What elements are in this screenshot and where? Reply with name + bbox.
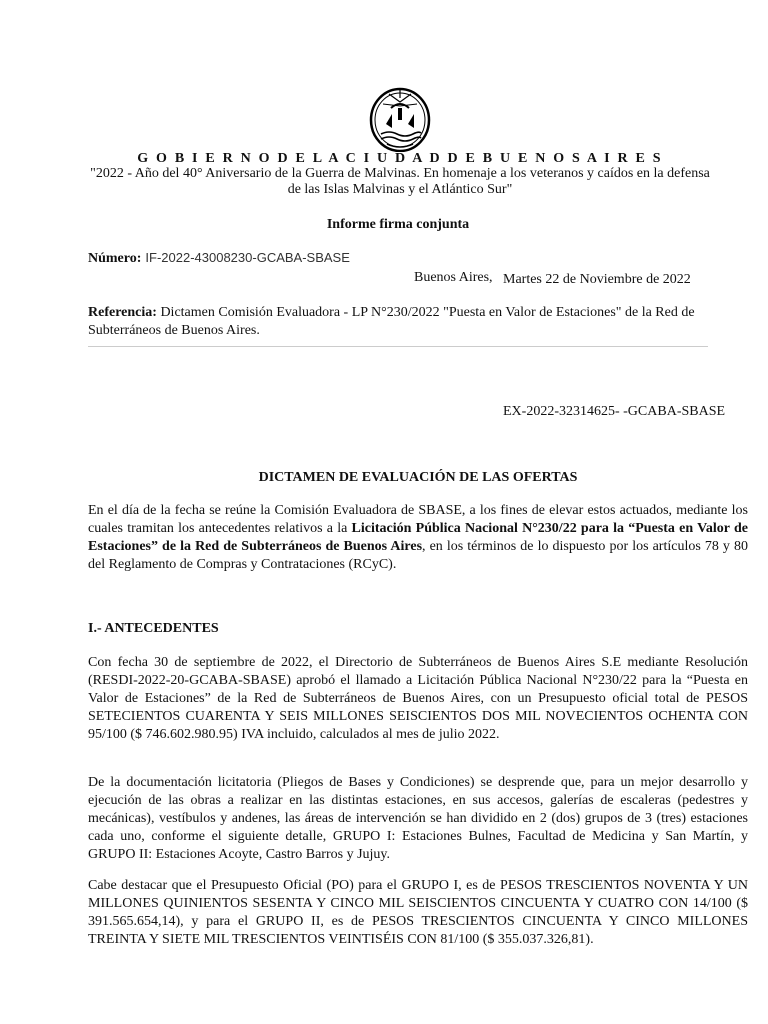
numero-label: Número:: [88, 251, 142, 266]
form-title: Informe firma conjunta: [326, 217, 470, 232]
intro-paragraph: [88, 502, 748, 574]
referencia-label: Referencia:: [88, 305, 157, 320]
document-number: [88, 250, 350, 267]
divider: [88, 346, 708, 347]
paragraph-budget: Cabe destacar que el Presupuesto Oficial (PO) para el GRUPO I, es de PESOS TRESCIENTOS NOVENTA Y UN MILLONES QUINIENTOS SESENTA Y CINCO MIL SEISCIENTOS CINCUENTA Y CUATRO CON 14/100 ($ 391.565.654,14), y para el GRUPO II, es de PESOS TRESCIENTOS CINCUENTA Y CINCO MILLONES TREINTA Y SIETE MIL TRESCIENTOS VEINTISÉIS CON 81/100 ($ 355.037.326,81).: [88, 878, 748, 947]
intro-text-bold: Licitación Pública Nacional N°230/22 para la “Puesta en Valor de Estaciones” de la Red de Subterráneos de Buenos Aires: [88, 521, 748, 554]
antecedentes-title: I.- ANTECEDENTES: [88, 621, 219, 636]
document-date: Martes 22 de Noviembre de 2022: [503, 272, 691, 287]
referencia-text: Dictamen Comisión Evaluadora - LP N°230/2022 "Puesta en Valor de Estaciones" de la Red de Subterráneos de Buenos Aires.: [88, 305, 695, 338]
reference: [88, 304, 698, 340]
intro-text-a: En el día de la fecha se reúne la Comisión Evaluadora de SBASE, a los fines de elevar estos actuados, mediante los cuales tramitan los antecedentes relativos a la: [88, 503, 748, 536]
government-header: G O B I E R N O D E L A C I U D A D D E B U E N O S A I R E S: [137, 151, 663, 166]
coat-of-arms-icon: [369, 84, 431, 152]
motto-line: "2022 - Año del 40° Aniversario de la Guerra de Malvinas. En homenaje a los veteranos y caídos en la defensa de las Islas Malvinas y el Atlántico Sur": [90, 166, 710, 197]
city-label: Buenos Aires,: [414, 270, 493, 285]
section-heading: DICTAMEN DE EVALUACIÓN DE LAS OFERTAS: [258, 470, 578, 485]
expediente-number: EX-2022-32314625- -GCABA-SBASE: [503, 404, 726, 419]
paragraph-documentation: De la documentación licitatoria (Pliegos de Bases y Condiciones) se desprende que, para un mejor desarrollo y ejecución de las obras a realizar en las distintas estaciones, en sus accesos, galerías de escaleras (pedestres y mecánicas), vestíbulos y andenes, las áreas de intervención se han dividido en 2 (dos) grupos de 3 (tres) estaciones cada uno, conforme el siguiente detalle, GRUPO I: Estaciones Bulnes, Facultad de Medicina y San Martín, y GRUPO II: Estaciones Acoyte, Castro Barros y Jujuy.: [88, 775, 748, 862]
numero-value: IF-2022-43008230-GCABA-SBASE: [145, 250, 350, 265]
intro-text-b: , en los términos de lo dispuesto por los artículos 78 y 80 del Reglamento de Compras y Contrataciones (RCyC).: [88, 539, 748, 572]
paragraph-resolution: Con fecha 30 de septiembre de 2022, el Directorio de Subterráneos de Buenos Aires S.E mediante Resolución (RESDI-2022-20-GCABA-SBASE) aprobó el llamado a Licitación Pública Nacional N°230/22 para la “Puesta en Valor de Estaciones” de la Red de Subterráneos de Buenos Aires, con un Presupuesto oficial total de PESOS SETECIENTOS CUARENTA Y SEIS MILLONES SEISCIENTOS DOS MIL NOVECIENTOS OCHENTA CON 95/100 ($ 746.602.980.95) IVA incluido, calculados al mes de julio 2022.: [88, 655, 748, 742]
